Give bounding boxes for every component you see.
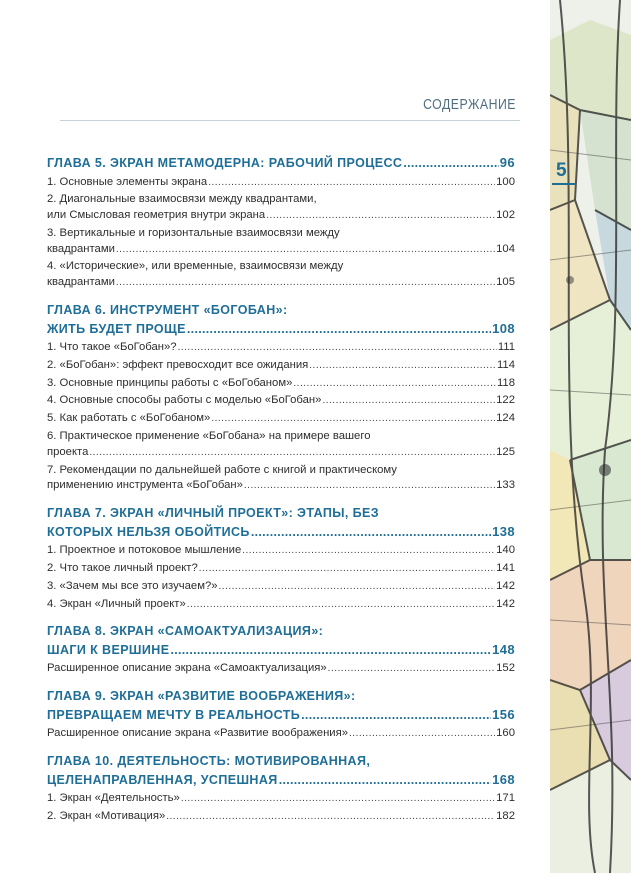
section-entry[interactable] (47, 561, 515, 577)
dot-leader (170, 642, 491, 660)
section-title-line: 5. Как работать с «БоГобаном» (47, 412, 211, 425)
section-title-line: 3. Вертикальные и горизонтальные взаимосвязи между (47, 226, 340, 239)
chapter-title-row[interactable] (47, 320, 515, 339)
section-entry[interactable] (47, 192, 515, 224)
section-title-row (47, 411, 515, 427)
section-entry[interactable] (47, 463, 515, 495)
section-title-row (47, 358, 515, 374)
dot-leader (178, 340, 497, 356)
section-title-row (47, 726, 515, 742)
chapter-title-line[interactable]: ГЛАВА 9. ЭКРАН «РАЗВИТИЕ ВООБРАЖЕНИЯ»: (47, 689, 356, 704)
section-title-line: применению инструмента «БоГобан» (47, 479, 243, 492)
section-title-line: проекта (47, 445, 89, 458)
section-title-line: Расширенное описание экрана «Развитие воображения» (47, 727, 349, 740)
section-page-number: 182 (496, 809, 515, 822)
section-page-number: 102 (496, 209, 515, 222)
dot-leader (244, 478, 495, 494)
dot-leader (403, 155, 498, 173)
section-entry[interactable] (47, 376, 515, 392)
section-title-row (47, 478, 515, 494)
section-entry[interactable] (47, 661, 515, 677)
section-title-row (47, 579, 515, 595)
section-page-number: 142 (496, 579, 515, 592)
section-title-row (47, 543, 515, 559)
stained-glass-illustration (550, 0, 631, 873)
section-page-number: 114 (496, 358, 515, 371)
chapter-entry (47, 623, 515, 677)
section-page-number: 118 (496, 376, 515, 389)
dot-leader (279, 772, 491, 790)
dot-leader (199, 561, 495, 577)
section-title-line: 4. Основные способы работы с моделью «БоГобан» (47, 394, 322, 407)
section-page-number: 104 (496, 242, 515, 255)
section-entry[interactable] (47, 543, 515, 559)
dot-leader (208, 175, 495, 191)
chapter-page-number: 156 (492, 706, 515, 722)
section-title-line: 7. Рекомендации по дальнейшей работе с книгой и практическому (47, 463, 397, 476)
section-entry[interactable] (47, 579, 515, 595)
chapter-title-line: ГЛАВА 5. ЭКРАН МЕТАМОДЕРНА: РАБОЧИЙ ПРОЦЕСС (47, 156, 403, 170)
chapter-title-line[interactable]: ГЛАВА 8. ЭКРАН «САМОАКТУАЛИЗАЦИЯ»: (47, 624, 324, 639)
dot-leader (309, 358, 496, 374)
dot-leader (89, 445, 495, 461)
dot-leader (219, 579, 496, 595)
section-page-number: 141 (496, 562, 515, 575)
section-title-line: 3. «Зачем мы все это изучаем?» (47, 579, 218, 592)
section-title-row (47, 376, 515, 392)
dot-leader (166, 809, 495, 825)
chapter-title-row[interactable] (47, 771, 515, 790)
dot-leader (187, 321, 491, 339)
dot-leader (181, 791, 495, 807)
section-page-number: 125 (496, 445, 515, 458)
section-title-line: 2. «БоГобан»: эффект превосходит все ожидания (47, 358, 309, 371)
dot-leader (116, 242, 495, 258)
section-page-number: 152 (496, 662, 515, 675)
section-title-line: 4. Экран «Личный проект» (47, 597, 186, 610)
dot-leader (266, 208, 495, 224)
chapter-title-row[interactable] (47, 523, 515, 542)
chapter-title-row[interactable] (47, 706, 515, 725)
section-title-row (47, 242, 515, 258)
dot-leader (322, 393, 495, 409)
chapter-title-line: КОТОРЫХ НЕЛЬЗЯ ОБОЙТИСЬ (47, 524, 250, 539)
section-title-line: квадрантами (47, 276, 115, 289)
section-page-number: 133 (496, 479, 515, 492)
table-of-contents (47, 154, 515, 836)
page-number: 5 (556, 160, 567, 181)
section-page-number: 160 (496, 727, 515, 740)
section-title-line: 2. Что такое личный проект? (47, 562, 198, 575)
chapter-entry (47, 505, 515, 612)
section-title-line: квадрантами (47, 242, 115, 255)
section-title-row (47, 561, 515, 577)
section-title-line: 2. Диагональные взаимосвязи между квадрантами, (47, 193, 317, 206)
section-page-number: 122 (496, 394, 515, 407)
section-title-row (47, 809, 515, 825)
section-entry[interactable] (47, 791, 515, 807)
section-title-row (47, 597, 515, 613)
section-page-number: 142 (496, 597, 515, 610)
section-entry[interactable] (47, 809, 515, 825)
section-entry[interactable] (47, 259, 515, 291)
section-title-line: 4. «Исторические», или временные, взаимосвязи между (47, 260, 344, 273)
section-title-row (47, 275, 515, 291)
decorative-artwork-strip (550, 0, 631, 873)
chapter-title-row[interactable] (47, 154, 515, 173)
section-entry[interactable] (47, 393, 515, 409)
chapter-title-row[interactable] (47, 641, 515, 660)
dot-leader (251, 524, 491, 542)
section-title-line: 1. Основные элементы экрана (47, 175, 208, 188)
section-entry[interactable] (47, 340, 515, 356)
section-title-line: Расширенное описание экрана «Самоактуализация» (47, 662, 327, 675)
section-entry[interactable] (47, 411, 515, 427)
chapter-title-line: ШАГИ К ВЕРШИНЕ (47, 642, 170, 657)
section-page-number: 105 (496, 276, 515, 289)
dot-leader (301, 707, 491, 725)
section-title-line: или Смысловая геометрия внутри экрана (47, 209, 266, 222)
section-title-line: 1. Проектное и потоковое мышление (47, 544, 242, 557)
section-page-number: 171 (496, 792, 515, 805)
section-title-line: 2. Экран «Мотивация» (47, 809, 166, 822)
chapter-title-line: ЦЕЛЕНАПРАВЛЕННАЯ, УСПЕШНАЯ (47, 772, 278, 787)
section-title-line: 3. Основные принципы работы с «БоГобаном» (47, 376, 293, 389)
chapter-title-line[interactable]: ГЛАВА 7. ЭКРАН «ЛИЧНЫЙ ПРОЕКТ»: ЭТАПЫ, БЕЗ (47, 506, 379, 521)
dot-leader (211, 411, 495, 427)
dot-leader (293, 376, 496, 392)
section-page-number: 140 (496, 544, 515, 557)
header-divider (60, 120, 520, 121)
section-entry[interactable] (47, 226, 515, 258)
section-title-line: 6. Практическое применение «БоГобана» на примере вашего (47, 430, 371, 443)
chapter-page-number: 148 (492, 641, 515, 657)
dot-leader (187, 597, 495, 613)
section-entry[interactable] (47, 726, 515, 742)
chapter-entry (47, 302, 515, 494)
chapter-entry (47, 154, 515, 291)
section-title-row (47, 175, 515, 191)
section-page-number: 124 (496, 412, 515, 425)
section-page-number: 111 (497, 341, 515, 354)
chapter-entry (47, 688, 515, 742)
section-entry[interactable] (47, 429, 515, 461)
section-title-line: 1. Что такое «БоГобан»? (47, 341, 177, 354)
section-title-row (47, 661, 515, 677)
chapter-title-line: ПРЕВРАЩАЕМ МЕЧТУ В РЕАЛЬНОСТЬ (47, 707, 301, 722)
chapter-entry (47, 753, 515, 825)
chapter-page-number: 108 (492, 320, 515, 336)
section-title-row (47, 791, 515, 807)
section-entry[interactable] (47, 597, 515, 613)
section-title-row (47, 445, 515, 461)
section-title-row (47, 340, 515, 356)
chapter-title-line: ЖИТЬ БУДЕТ ПРОЩЕ (47, 321, 186, 336)
dot-leader (116, 275, 495, 291)
section-entry[interactable] (47, 358, 515, 374)
page-number-underline (552, 183, 576, 185)
chapter-page-number: 138 (492, 523, 515, 539)
section-title-row (47, 393, 515, 409)
section-title-line: 1. Экран «Деятельность» (47, 792, 180, 805)
dot-leader (328, 661, 495, 677)
chapter-page-number: 96 (499, 155, 515, 170)
dot-leader (349, 726, 495, 742)
chapter-title-line[interactable]: ГЛАВА 6. ИНСТРУМЕНТ «БОГОБАН»: (47, 303, 288, 318)
toc-header: СОДЕРЖАНИЕ (423, 96, 516, 113)
section-title-row (47, 208, 515, 224)
section-entry[interactable] (47, 175, 515, 191)
chapter-title-line[interactable]: ГЛАВА 10. ДЕЯТЕЛЬНОСТЬ: МОТИВИРОВАННАЯ, (47, 754, 371, 769)
section-page-number: 100 (496, 175, 515, 188)
chapter-page-number: 168 (492, 771, 515, 787)
dot-leader (242, 543, 495, 559)
